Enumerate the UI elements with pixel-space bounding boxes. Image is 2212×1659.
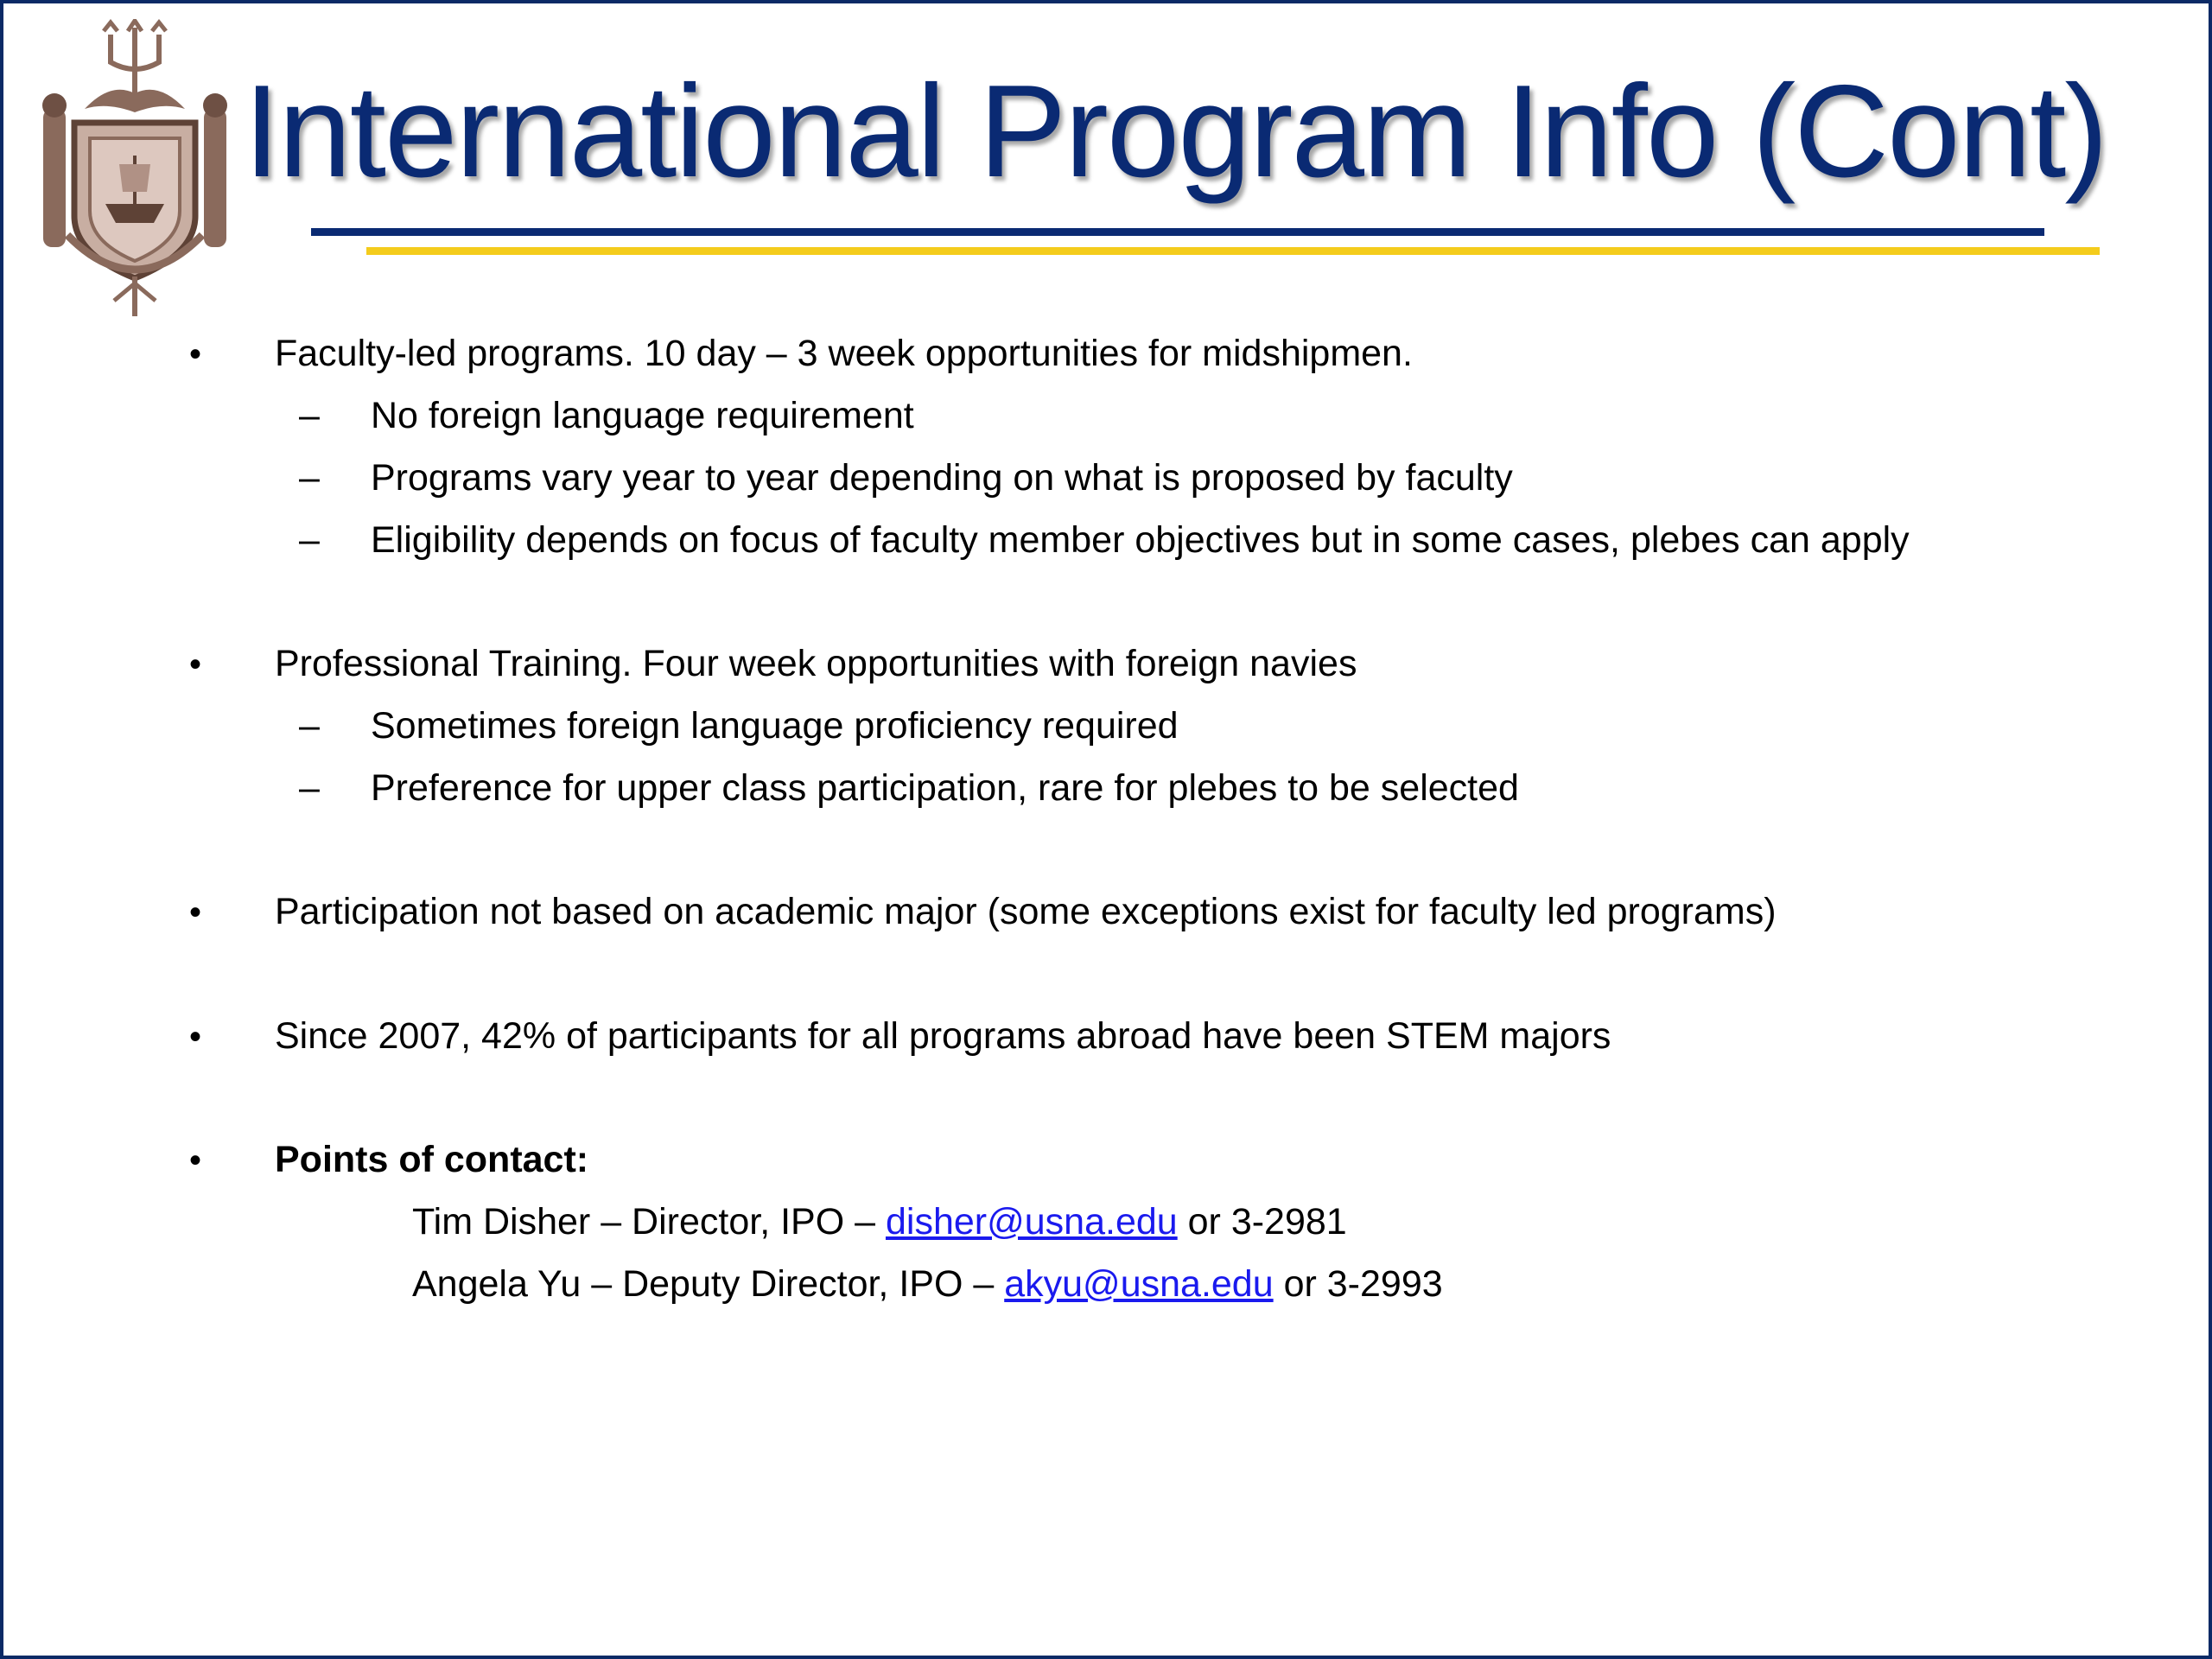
contact-name-title: Angela Yu – Deputy Director, IPO – xyxy=(412,1263,1005,1305)
contact-row-yu xyxy=(412,1263,1443,1305)
subitem-upper-class: Preference for upper class participation, rare for plebes to be selected xyxy=(371,767,1519,809)
slide-title: International Program Info (Cont) xyxy=(244,58,2107,205)
bullet-stem-majors: Since 2007, 42% of participants for all programs abroad have been STEM majors xyxy=(275,1015,1611,1057)
bullet-icon: • xyxy=(189,1141,202,1179)
bullet-icon: • xyxy=(189,645,202,683)
points-of-contact-heading: Points of contact: xyxy=(275,1139,589,1180)
slide-body xyxy=(3,3,2209,1656)
dash-icon: – xyxy=(299,705,320,747)
dash-icon: – xyxy=(299,395,320,436)
subitem-language-proficiency: Sometimes foreign language proficiency required xyxy=(371,705,1179,747)
dash-icon: – xyxy=(299,767,320,809)
bullet-icon: • xyxy=(189,893,202,931)
contact-name-title: Tim Disher – Director, IPO – xyxy=(412,1201,886,1243)
email-link-akyu[interactable]: akyu@usna.edu xyxy=(1004,1263,1274,1305)
contact-phone: or 3-2993 xyxy=(1273,1263,1443,1305)
bullet-icon: • xyxy=(189,335,202,373)
subitem-eligibility: Eligibility depends on focus of faculty member objectives but in some cases, plebes can apply xyxy=(371,519,1910,561)
bullet-faculty-led: Faculty-led programs. 10 day – 3 week opportunities for midshipmen. xyxy=(275,333,1413,374)
bullet-professional-training: Professional Training. Four week opportunities with foreign navies xyxy=(275,643,1357,684)
dash-icon: – xyxy=(299,457,320,499)
subitem-no-language: No foreign language requirement xyxy=(371,395,914,436)
email-link-disher[interactable]: disher@usna.edu xyxy=(885,1201,1178,1243)
bullet-participation: Participation not based on academic major (some exceptions exist for faculty led programs) xyxy=(275,891,1777,932)
subitem-programs-vary: Programs vary year to year depending on what is proposed by faculty xyxy=(371,457,1513,499)
bullet-icon: • xyxy=(189,1018,202,1056)
contact-row-disher xyxy=(412,1201,1347,1243)
dash-icon: – xyxy=(299,519,320,561)
contact-phone: or 3-2981 xyxy=(1177,1201,1347,1243)
